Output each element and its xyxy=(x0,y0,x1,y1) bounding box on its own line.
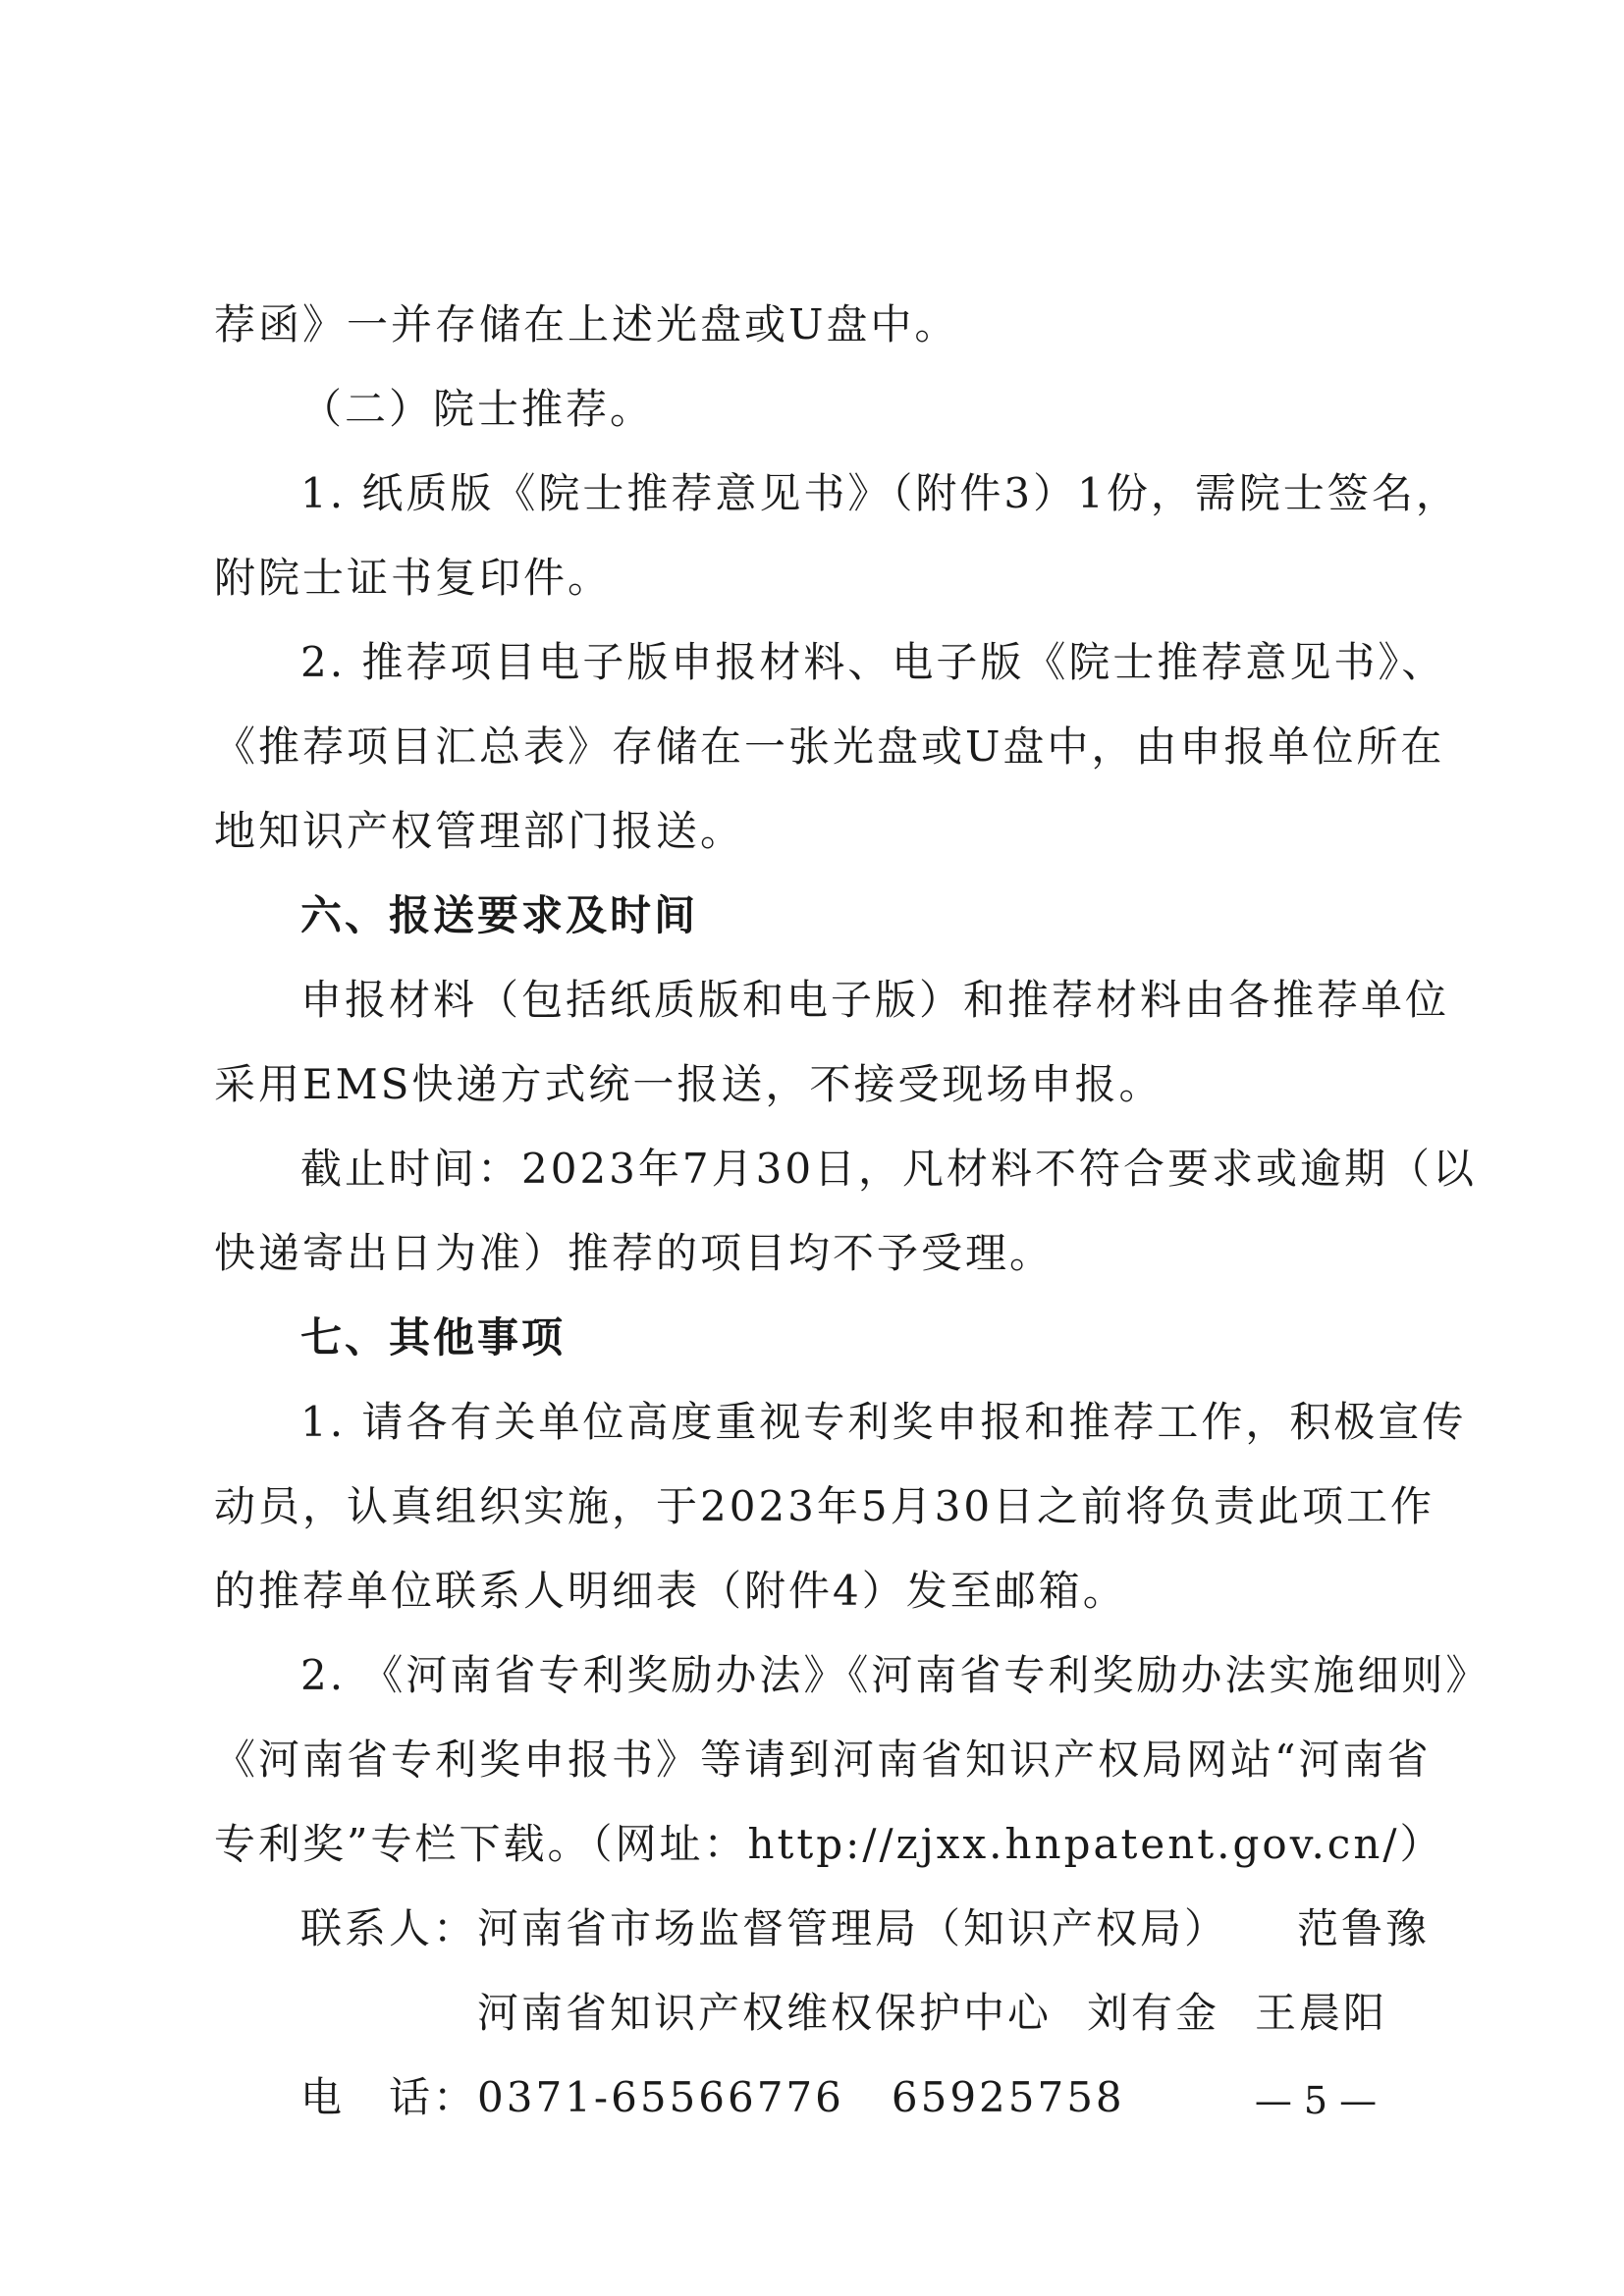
subheading-academician: （二）院士推荐。 xyxy=(300,385,655,433)
contact-person-3: 王晨阳 xyxy=(1255,1989,1388,2037)
contact-person-2: 刘有金 xyxy=(1087,1989,1220,2037)
body-line: 1. 纸质版《院士推荐意见书》（附件3）1份，需院士签名， xyxy=(300,469,1460,517)
body-line: 地知识产权管理部门报送。 xyxy=(214,807,745,855)
body-line: 采用EMS快递方式统一报送，不接受现场申报。 xyxy=(214,1060,1164,1108)
contact-line-1 xyxy=(300,1887,1518,1971)
body-line: 1. 请各有关单位高度重视专利奖申报和推荐工作，积极宣传 xyxy=(300,1398,1467,1446)
body-line: 《河南省专利奖申报书》等请到河南省知识产权局网站“河南省 xyxy=(214,1735,1432,1784)
page-number: — 5 — xyxy=(1254,2079,1378,2122)
body-line: 2. 推荐项目电子版申报材料、电子版《院士推荐意见书》、 xyxy=(300,638,1446,686)
body-line: 申报材料（包括纸质版和电子版）和推荐材料由各推荐单位 xyxy=(300,976,1450,1024)
body-line: 荐函》一并存储在上述光盘或U盘中。 xyxy=(214,300,959,348)
contact-line-2 xyxy=(477,1971,1624,2056)
body-line: 附院士证书复印件。 xyxy=(214,554,613,602)
body-line: 快递寄出日为准）推荐的项目均不予受理。 xyxy=(214,1229,1055,1277)
contact-org-2: 河南省知识产权维权保护中心 xyxy=(477,1989,1053,2037)
section-heading-seven: 七、其他事项 xyxy=(300,1313,567,1362)
phone-number-1: 0371-65566776 xyxy=(477,2073,844,2121)
body-line: 《推荐项目汇总表》存储在一张光盘或U盘中，由申报单位所在 xyxy=(214,722,1445,771)
phone-label: 电 话： xyxy=(300,2073,478,2121)
section-heading-six: 六、报送要求及时间 xyxy=(300,891,699,939)
contact-label: 联系人： xyxy=(300,1904,478,1952)
deadline-line: 截止时间：2023年7月30日，凡材料不符合要求或逾期（以 xyxy=(300,1145,1478,1193)
website-line: 专利奖”专栏下载。（网址：http://zjxx.hnpatent.gov.cn/） xyxy=(214,1820,1444,1868)
body-line: 2. 《河南省专利奖励办法》《河南省专利奖励办法实施细则》 xyxy=(300,1651,1490,1699)
contact-org-1: 河南省市场监督管理局（知识产权局） xyxy=(477,1904,1229,1952)
body-line: 的推荐单位联系人明细表（附件4）发至邮箱。 xyxy=(214,1567,1127,1615)
phone-number-2: 65925758 xyxy=(891,2073,1125,2121)
contact-person-1: 范鲁豫 xyxy=(1297,1904,1431,1952)
body-line: 动员，认真组织实施，于2023年5月30日之前将负责此项工作 xyxy=(214,1482,1435,1530)
